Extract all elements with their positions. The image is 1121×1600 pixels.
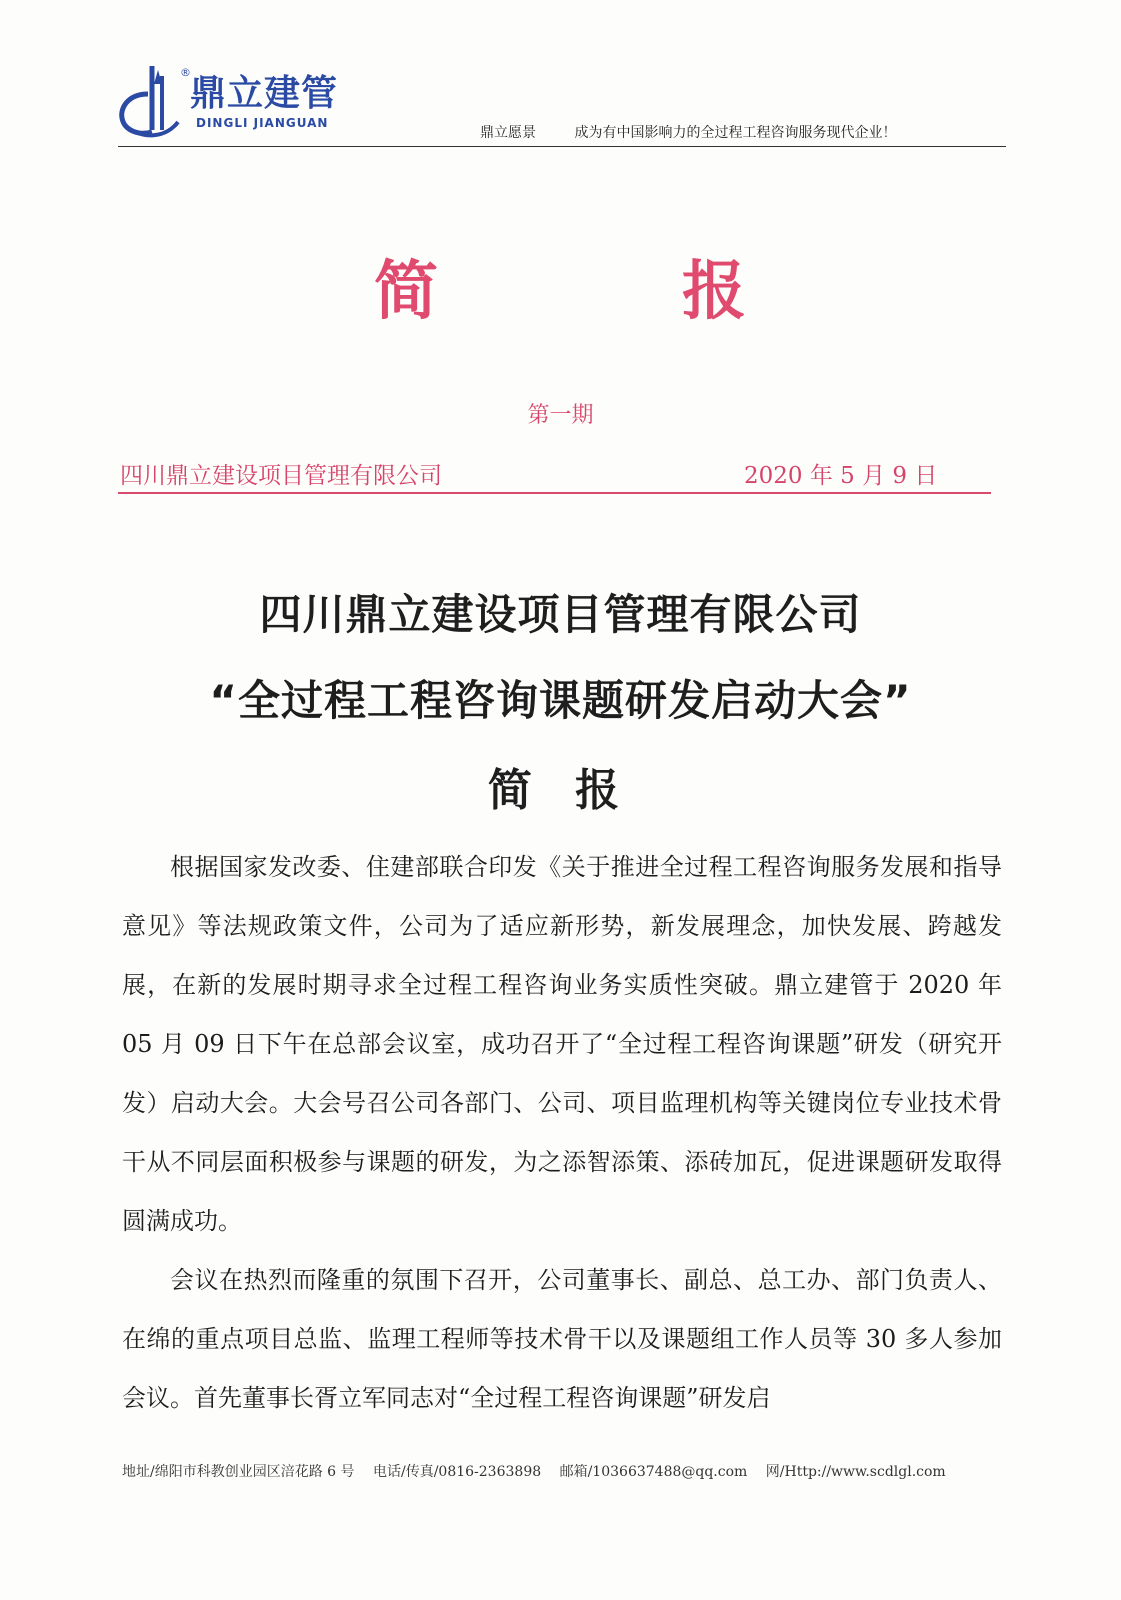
footer-website: 网/Http://www.scdlgl.com bbox=[765, 1464, 946, 1480]
letterhead-footer bbox=[122, 1461, 960, 1481]
article-title-line-2: “全过程工程咨询课题研发启动大会” bbox=[209, 676, 912, 725]
company-vision bbox=[480, 122, 896, 142]
footer-address: 地址/绵阳市科教创业园区涪花路 6 号 bbox=[122, 1464, 355, 1480]
logo-english-name: DINGLI JIANGUAN bbox=[196, 116, 329, 130]
letterhead bbox=[118, 58, 1006, 148]
article-body bbox=[122, 838, 1002, 1428]
masthead-char-1: 简 bbox=[374, 255, 438, 329]
header-divider bbox=[118, 146, 1006, 147]
issue-number: 第一期 bbox=[527, 403, 594, 428]
article-title-line-1: 四川鼎立建设项目管理有限公司 bbox=[259, 590, 862, 639]
paragraph-1: 根据国家发改委、住建部联合印发《关于推进全过程工程咨询服务发展和指导意见》等法规政策文件，公司为了适应新形势，新发展理念，加快发展、跨越发展，在新的发展时期寻求全过程工程咨询业务实质性突破。鼎立建管于 2020 年 05 月 09 日下午在总部会议室，成功召开了“全过程工程咨询课题”研发（研究开发）启动大会。大会号召公司各部门、公司、项目监理机构等关键岗位专业技术骨干从不同层面积极参与课题的研发，为之添智添策、添砖加瓦，促进课题研发取得圆满成功。 bbox=[122, 853, 1002, 1235]
company-logo-icon bbox=[118, 60, 182, 140]
logo-chinese-name: 鼎立建管 bbox=[190, 73, 339, 114]
footer-phone: 电话/传真/0816-2363898 bbox=[372, 1464, 542, 1480]
masthead-divider bbox=[118, 492, 991, 494]
paragraph-2: 会议在热烈而隆重的氛围下召开，公司董事长、副总、总工办、部门负责人、在绵的重点项目总监、监理工程师等技术骨干以及课题组工作人员等 30 多人参加会议。首先董事长胥立军同志对“全过程工程咨询课题”研发启 bbox=[122, 1266, 1002, 1412]
article-title-line-3: 简 报 bbox=[487, 765, 634, 816]
issuing-company: 四川鼎立建设项目管理有限公司 bbox=[120, 463, 442, 489]
vision-text: 成为有中国影响力的全过程工程咨询服务现代企业！ bbox=[574, 125, 897, 141]
bulletin-masthead-title bbox=[0, 240, 1121, 330]
footer-email: 邮箱/1036637488@qq.com bbox=[559, 1464, 748, 1480]
masthead-char-2: 报 bbox=[682, 255, 746, 329]
issue-date: 2020 年 5 月 9 日 bbox=[744, 463, 938, 489]
vision-label: 鼎立愿景 bbox=[480, 125, 536, 141]
registered-mark: ® bbox=[180, 66, 191, 79]
